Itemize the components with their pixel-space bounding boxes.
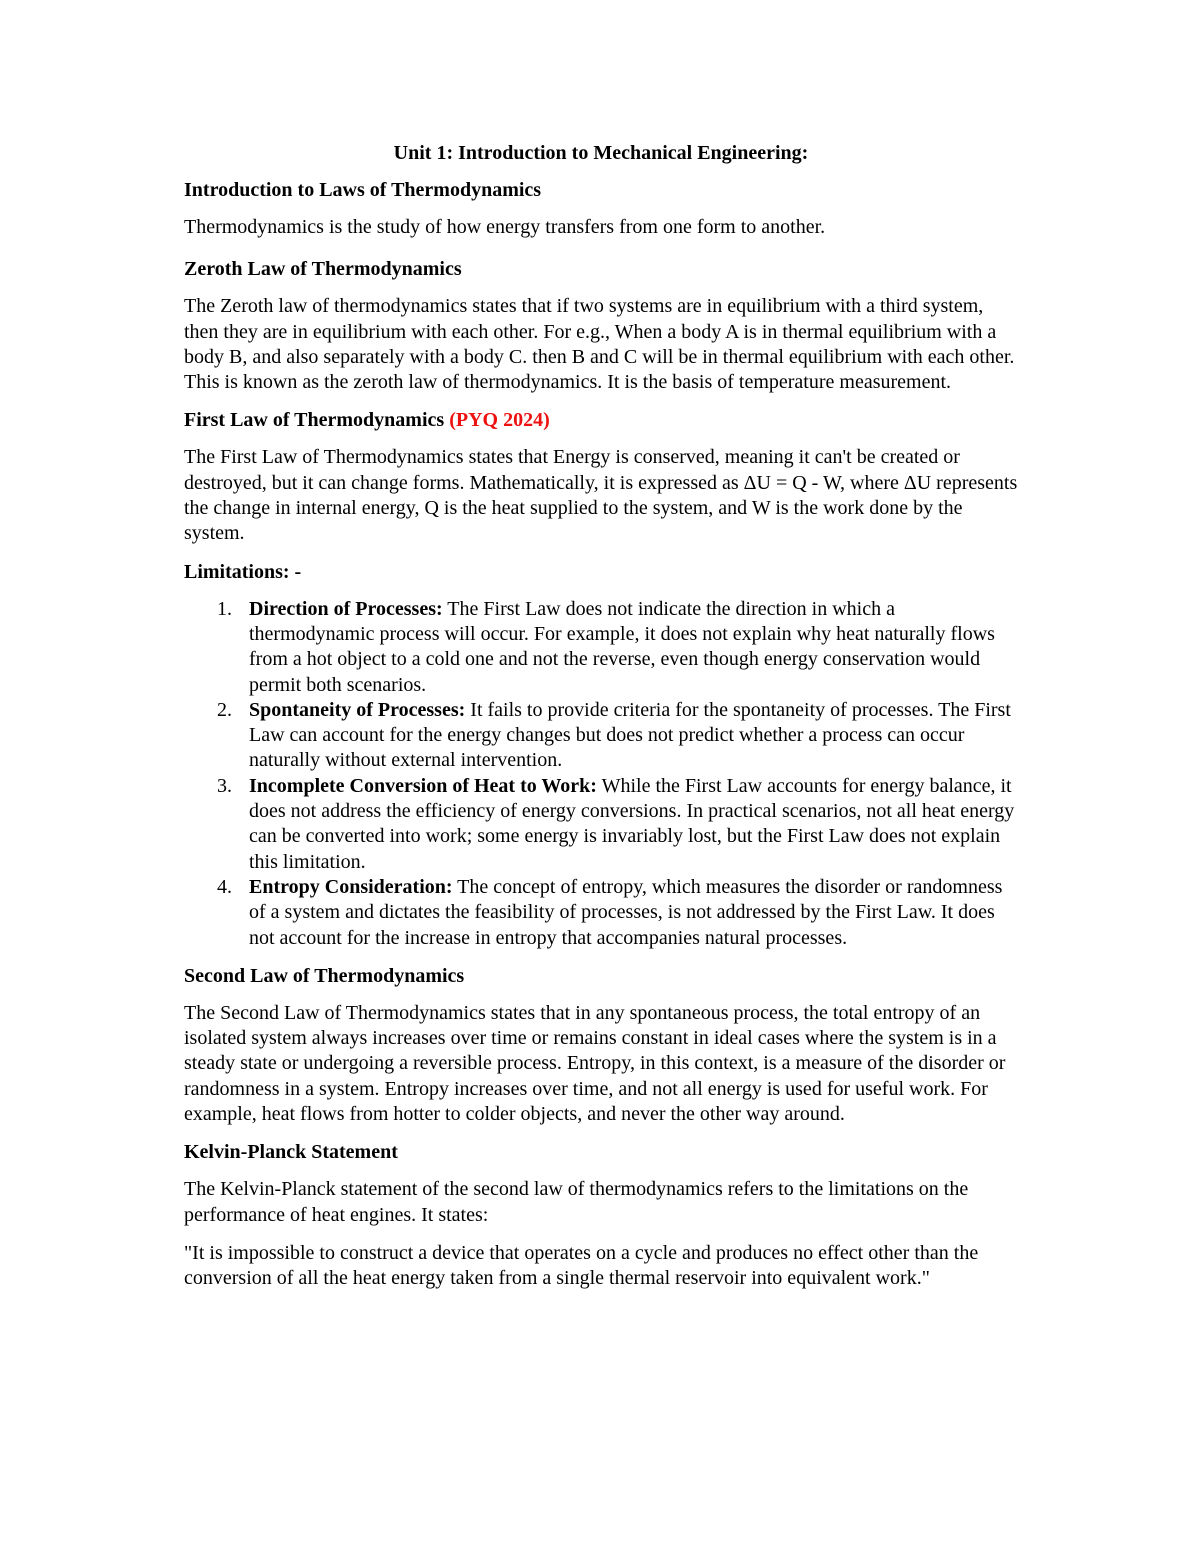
list-item (184, 774, 1018, 875)
kelvin-planck-paragraph: The Kelvin-Planck statement of the second law of thermodynamics refers to the limitations on the performance of heat engines. It states: (184, 1178, 969, 1226)
second-law-heading: Second Law of Thermodynamics (184, 964, 465, 987)
list-item-term: Entropy Consideration: (249, 875, 453, 898)
list-item (184, 597, 1018, 698)
zeroth-law-heading: Zeroth Law of Thermodynamics (184, 258, 462, 281)
intro-paragraph: Thermodynamics is the study of how energy transfers from one form to another. (184, 216, 826, 238)
list-item-number: 2. (217, 698, 232, 721)
limitations-list (184, 597, 1018, 951)
list-item-text: The concept of entropy, which measures the disorder or randomness of a system and dictates the feasibility of processes, is not addressed by the First Law. It does not account for the increase in entropy that accompanies natural processes. (249, 875, 1003, 949)
kelvin-planck-quote: "It is impossible to construct a device that operates on a cycle and produces no effect other than the conversion of all the heat energy taken from a single thermal reservoir into equivalent work." (184, 1241, 979, 1290)
list-item-term: Incomplete Conversion of Heat to Work: (249, 774, 597, 797)
zeroth-law-paragraph: The Zeroth law of thermodynamics states that if two systems are in equilibrium with a third system, then they are in equilibrium with each other. For e.g., When a body A is in thermal equilibrium with a body B, and also separately with a body C. then B and C will be in thermal equilibrium with each other. This is known as the zeroth law of thermodynamics. It is the basis of temperature measurement. (184, 295, 1015, 394)
list-item-number: 3. (217, 774, 232, 797)
second-law-paragraph: The Second Law of Thermodynamics states that in any spontaneous process, the total entropy of an isolated system always increases over time or remains constant in ideal cases where the system is in a steady state or undergoing a reversible process. Entropy, in this context, is a measure of the disorder or randomness in a system. Entropy increases over time, and not all energy is used for useful work. For example, heat flows from hotter to colder objects, and never the other way around. (184, 1001, 1006, 1126)
pyq-tag: (PYQ 2024) (449, 409, 550, 432)
first-law-heading (184, 408, 1018, 433)
intro-heading: Introduction to Laws of Thermodynamics (184, 179, 542, 201)
document-title: Unit 1: Introduction to Mechanical Engineering: (393, 142, 809, 164)
list-item-number: 1. (217, 597, 232, 620)
list-item-term: Spontaneity of Processes: (249, 698, 466, 721)
limitations-heading: Limitations: - (184, 560, 302, 583)
list-item-text: While the First Law accounts for energy balance, it does not address the efficiency of energy conversions. In practical scenarios, not all heat energy can be converted into work; some energy is invariably lost, but the First Law does not explain this limitation. (249, 774, 1015, 873)
first-law-paragraph: The First Law of Thermodynamics states that Energy is conserved, meaning it can't be created or destroyed, but it can change forms. Mathematically, it is expressed as ΔU = Q - W, where ΔU represents the change in internal energy, Q is the heat supplied to the system, and W is the work done by the system. (184, 446, 1018, 545)
list-item (184, 875, 1018, 951)
list-item-term: Direction of Processes: (249, 597, 443, 620)
list-item-text: It fails to provide criteria for the spontaneity of processes. The First Law can account for the energy changes but does not predict whether a process can occur naturally without external intervention. (249, 698, 1011, 772)
list-item-number: 4. (217, 875, 232, 898)
list-item-text: The First Law does not indicate the direction in which a thermodynamic process will occur. For example, it does not explain why heat naturally flows from a hot object to a cold one and not the reverse, even though energy conservation would permit both scenarios. (249, 597, 995, 696)
kelvin-planck-heading: Kelvin-Planck Statement (184, 1141, 398, 1164)
list-item (184, 698, 1018, 774)
first-law-heading-text: First Law of Thermodynamics (184, 409, 445, 432)
